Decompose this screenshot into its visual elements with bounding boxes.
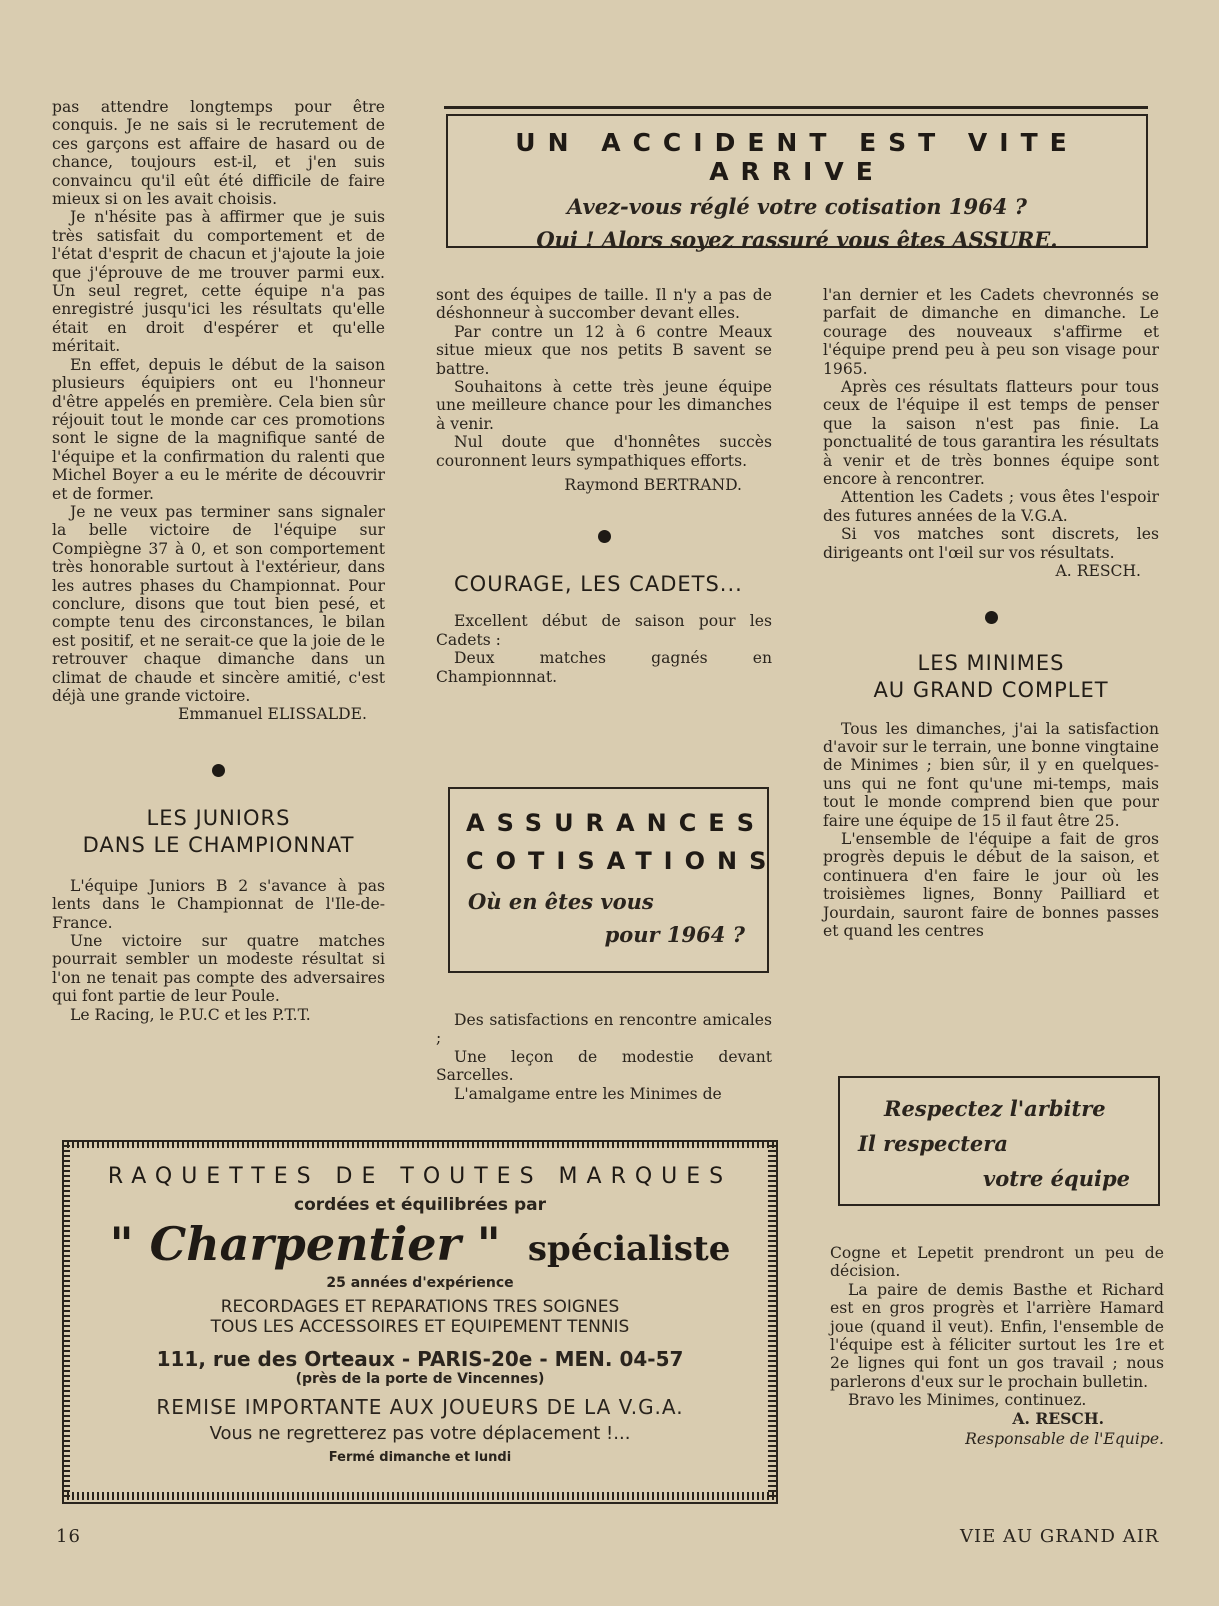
paragraph: sont des équipes de taille. Il n'y a pas de déshonneur à succomber devant elles.: [436, 286, 772, 323]
ad-brand: " Charpentier ": [109, 1217, 501, 1271]
bullet-separator: [985, 611, 998, 624]
charpentier-advertisement: [62, 1140, 778, 1504]
ad-subline: cordées et équilibrées par: [294, 1195, 546, 1215]
paragraph: Une leçon de modestie devant Sarcelles.: [436, 1047, 772, 1085]
column-3: [823, 286, 1159, 940]
paragraph: L'amalgame entre les Minimes de: [454, 1084, 722, 1103]
paragraph: La paire de demis Basthe et Richard est en gros progrès et l'arrière Hamard joue (quand il veut). Enfin, l'ensemble de l'équipe est à féliciter surtout les 1re et 2e lignes qui font un gos travail ; nous parlerons d'eux sur le prochain bulletin.: [830, 1280, 1164, 1391]
ad-services: RECORDAGES ET REPARATIONS TRES SOIGNES: [220, 1297, 620, 1317]
ad-location-note: (près de la porte de Vincennes): [295, 1371, 545, 1387]
notice-heading: ASSURANCES: [466, 809, 766, 837]
notice-line: Avez-vous réglé votre cotisation 1964 ?: [567, 194, 1027, 219]
paragraph: L'équipe Juniors B 2 s'avance à pas lents dans le Championnat de l'Ile-de-France.: [52, 876, 385, 932]
bullet-separator: [598, 530, 611, 543]
page-number: 16: [56, 1526, 81, 1547]
paragraph: Souhaitons à cette très jeune équipe une meilleure chance pour les dimanches à venir.: [436, 378, 772, 433]
column-2: [436, 286, 772, 686]
ad-experience: 25 années d'expérience: [326, 1275, 514, 1291]
signature: A. RESCH.: [1012, 1408, 1104, 1428]
column-2-continued: [436, 1011, 772, 1103]
paragraph: Excellent début de saison pour les Cadets :: [436, 612, 772, 649]
paragraph: Une victoire sur quatre matches pourrait sembler un modeste résultat si l'on ne tenait pas compte des adversaires qui font partie de leur Poule.: [52, 932, 385, 1006]
notice-line: votre équipe: [983, 1166, 1130, 1191]
ad-specialist: spécialiste: [527, 1229, 731, 1269]
paragraph: Nul doute que d'honnêtes succès couronnent leurs sympathiques efforts.: [436, 433, 772, 470]
paragraph: Des satisfactions en rencontre amicales ;: [436, 1011, 772, 1048]
notice-heading: UN ACCIDENT EST VITE ARRIVE: [515, 128, 1079, 186]
notice-line: Oui ! Alors soyez rassuré vous êtes ASSURE.: [536, 227, 1058, 252]
paragraph: Deux matches gagnés en Championnnat.: [436, 649, 772, 686]
section-title: DANS LE CHAMPIONNAT: [82, 832, 355, 857]
section-title: LES MINIMES: [917, 650, 1065, 675]
section-title: AU GRAND COMPLET: [873, 677, 1109, 702]
paragraph: Le Racing, le P.U.C et les P.T.T.: [70, 1005, 311, 1024]
signature: A. RESCH.: [1055, 562, 1141, 581]
paragraph: Cogne et Lepetit prendront un peu de décision.: [830, 1244, 1164, 1281]
notice-line: Où en êtes vous: [468, 889, 654, 914]
notice-heading: COTISATIONS: [466, 847, 779, 875]
signature: Raymond BERTRAND.: [564, 476, 742, 495]
arbitre-notice-box: [838, 1076, 1160, 1206]
paragraph: Je n'hésite pas à affirmer que je suis très satisfait du comportement et de l'état d'esprit de chacun et j'ajoute la joie que j'éprouve de me trouver parmi eux. Un seul regret, cette équipe n'a pas enregistré jusqu'ici les résultats qu'elle était en droit d'espérer et qu'elle méritait.: [52, 208, 385, 356]
notice-line: Il respectera: [858, 1131, 1008, 1156]
section-title: LES JUNIORS: [146, 805, 291, 830]
rule: [444, 106, 1148, 109]
bullet-separator: [212, 764, 225, 777]
paragraph: Attention les Cadets ; vous êtes l'espoir des futures années de la V.G.A.: [823, 488, 1159, 525]
paragraph: Par contre un 12 à 6 contre Meaux situe mieux que nos petits B savent se battre.: [436, 322, 772, 378]
ad-address: 111, rue des Orteaux - PARIS-20e - MEN. 04-57: [156, 1347, 684, 1371]
signature: Emmanuel ELISSALDE.: [178, 705, 367, 724]
column-3-continued: [830, 1244, 1164, 1448]
ad-hours: Fermé dimanche et lundi: [328, 1450, 512, 1465]
paragraph: pas attendre longtemps pour être conquis. Je ne sais si le recrutement de ces garçons est affaire de hasard ou de chance, toujours est-il, et j'en suis convaincu qu'il eût été difficile de faire mieux si on les avait choisis.: [52, 98, 385, 209]
publication-name: VIE AU GRAND AIR: [960, 1526, 1160, 1547]
paragraph: En effet, depuis le début de la saison plusieurs équipiers ont eu l'honneur d'être appelés en première. Cela bien sûr réjouit tout le monde car ces promotions sont le signe de la magnifique santé de l'équipe et la confirmation du ralenti que Michel Boyer a eu le mérite de découvrir et de former.: [52, 355, 385, 503]
ad-headline: RAQUETTES DE TOUTES MARQUES: [107, 1164, 733, 1189]
paragraph: Tous les dimanches, j'ai la satisfaction d'avoir sur le terrain, une bonne vingtaine de Minimes ; bien sûr, il y en quelques-uns qui ne font qu'une mi-temps, mais tout le monde comprend bien que pour faire une équipe de 15 il faut être 25.: [823, 719, 1159, 830]
column-1: [52, 98, 385, 1024]
paragraph: Si vos matches sont discrets, les dirigeants ont l'œil sur vos résultats.: [823, 525, 1159, 562]
notice-line: pour 1964 ?: [604, 922, 745, 947]
assurances-notice-box: [448, 787, 779, 973]
section-title: COURAGE, LES CADETS...: [454, 572, 743, 597]
paragraph: Bravo les Minimes, continuez.: [848, 1391, 1087, 1410]
paragraph: l'an dernier et les Cadets chevronnés se parfait de dimanche en dimanche. Le courage des nouveaux s'affirme et l'équipe prend peu à peu son visage pour 1965.: [823, 286, 1159, 378]
paragraph: Après ces résultats flatteurs pour tous ceux de l'équipe il est temps de penser que la saison n'est pas finie. La ponctualité de tous garantira les résultats à venir et de très bonnes équipe sont encore à rencontrer.: [823, 378, 1159, 489]
paragraph: Je ne veux pas terminer sans signaler la belle victoire de l'équipe sur Compiègne 37 à 0, et son comportement très honorable surtout à l'extérieur, dans les autres phases du Championnat. Pour conclure, disons que tout bien pesé, et compte tenu des circonstances, le bilan est positif, et ne serait-ce que la joie de le retrouver chaque dimanche dans un climat de chaude et sincère amitié, c'est déjà une grande victoire.: [52, 502, 385, 705]
ad-services: TOUS LES ACCESSOIRES ET EQUIPEMENT TENNIS: [210, 1317, 630, 1337]
accident-notice-box: [446, 114, 1148, 252]
signature-role: Responsable de l'Equipe.: [965, 1430, 1164, 1449]
ad-discount: REMISE IMPORTANTE AUX JOUEURS DE LA V.G.A.: [156, 1395, 684, 1419]
ad-tagline: Vous ne regretterez pas votre déplacement !...: [209, 1423, 631, 1444]
notice-line: Respectez l'arbitre: [884, 1096, 1106, 1121]
paragraph: L'ensemble de l'équipe a fait de gros progrès depuis le début de la saison, et continuera d'en faire le jour où les troisièmes lignes, Bonny Pailliard et Jourdain, sauront faire de bonnes passes et quand les centres: [823, 829, 1159, 940]
